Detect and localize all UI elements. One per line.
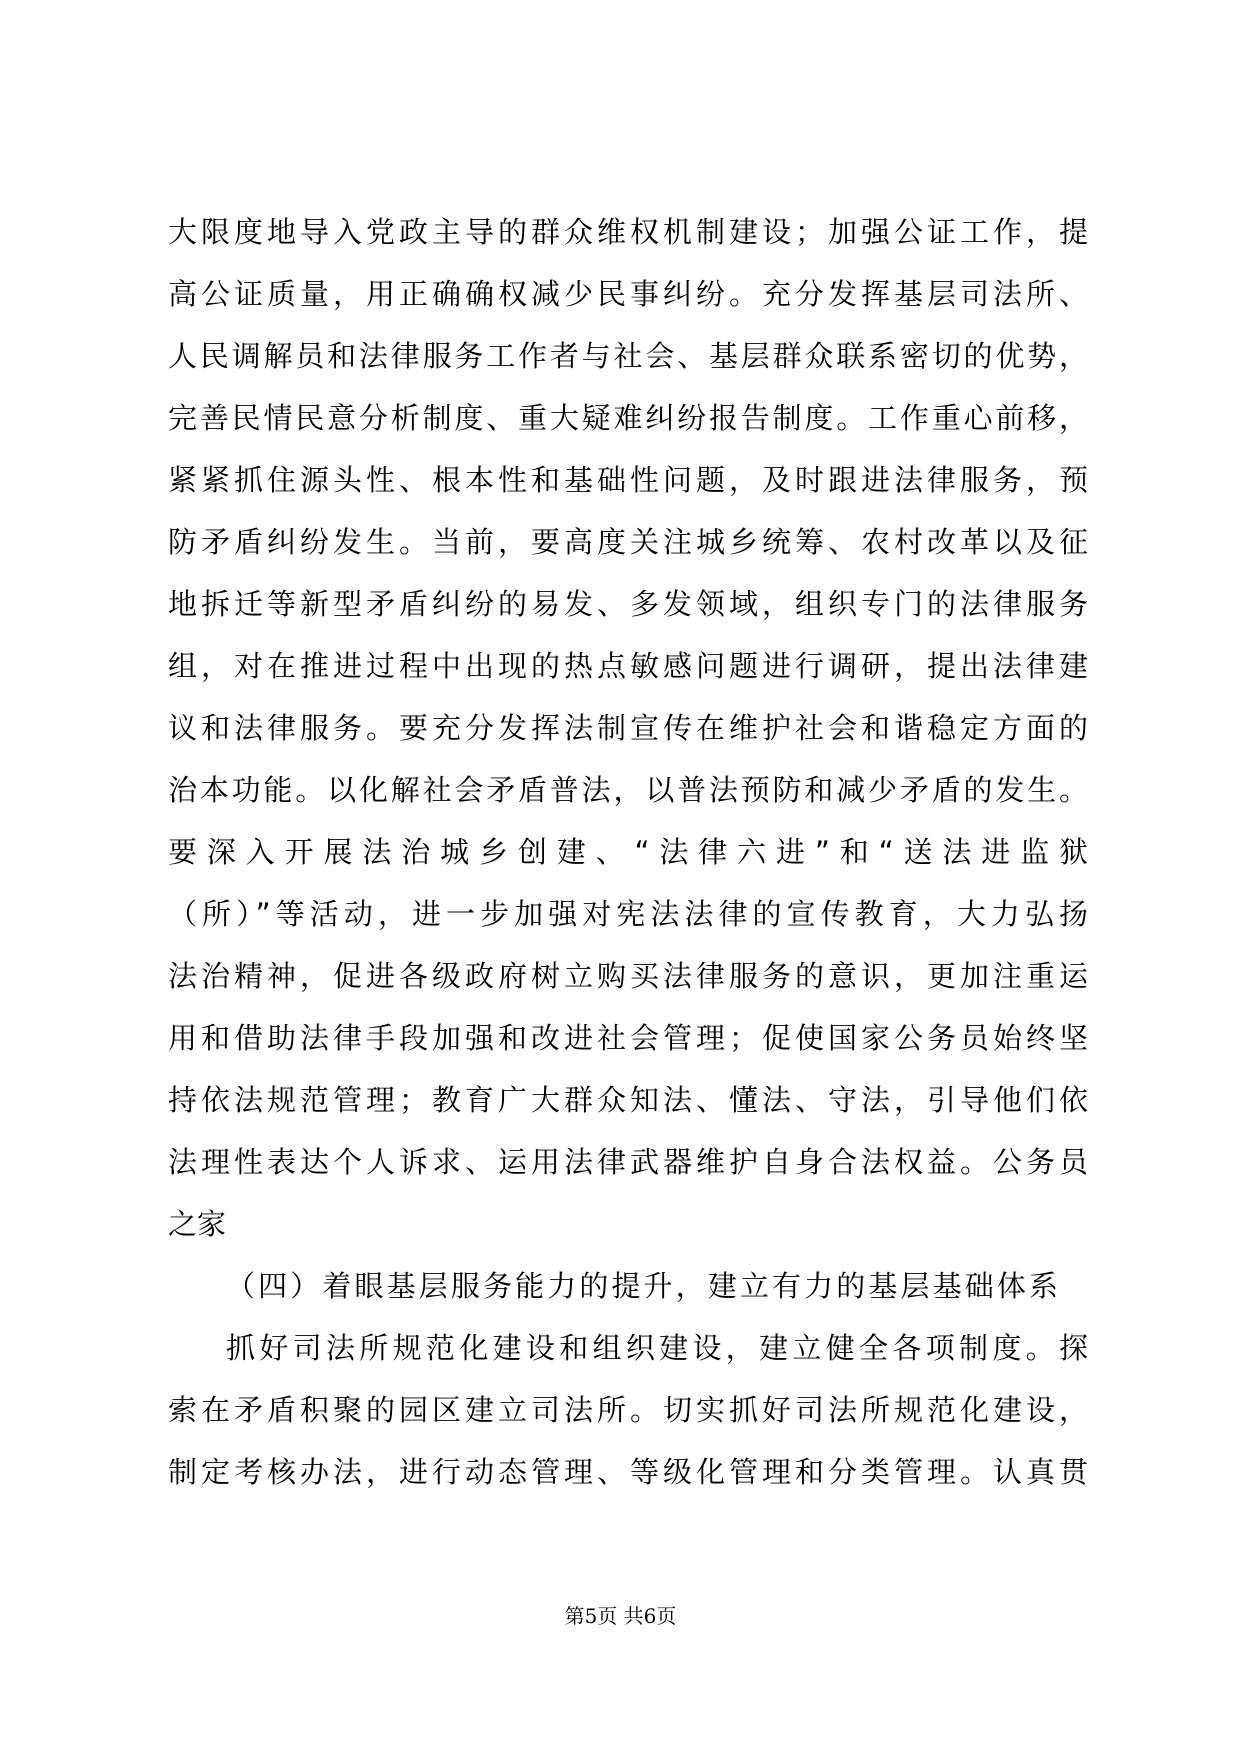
- body-line: 法治精神，促进各级政府树立购买法律服务的意识，更加注重运: [168, 959, 1088, 993]
- body-line: 抓好司法所规范化建设和组织建设，建立健全各项制度。探: [226, 1331, 1088, 1365]
- body-line: 地拆迁等新型矛盾纠纷的易发、多发领域，组织专门的法律服务: [168, 587, 1088, 621]
- body-line: 高公证质量，用正确确权减少民事纠纷。充分发挥基层司法所、: [168, 277, 1088, 311]
- body-line: 持依法规范管理；教育广大群众知法、懂法、守法，引导他们依: [168, 1083, 1088, 1117]
- body-line: 索在矛盾积聚的园区建立司法所。切实抓好司法所规范化建设，: [168, 1393, 1088, 1427]
- body-line: 人民调解员和法律服务工作者与社会、基层群众联系密切的优势，: [168, 339, 1088, 373]
- body-line: 用和借助法律手段加强和改进社会管理；促使国家公务员始终坚: [168, 1021, 1088, 1055]
- body-line: 之家: [168, 1207, 227, 1241]
- section-heading: （四）着眼基层服务能力的提升，建立有力的基层基础体系: [226, 1269, 1058, 1303]
- body-line: 要深入开展法治城乡创建、“法律六进”和“送法进监狱: [168, 835, 1088, 869]
- body-line: 治本功能。以化解社会矛盾普法，以普法预防和减少矛盾的发生。: [168, 773, 1088, 807]
- page-number-footer: 第5页 共6页: [564, 1604, 677, 1628]
- body-line: 制定考核办法，进行动态管理、等级化管理和分类管理。认真贯: [168, 1455, 1088, 1489]
- body-line: 防矛盾纠纷发生。当前，要高度关注城乡统筹、农村改革以及征: [168, 525, 1088, 559]
- body-line: 议和法律服务。要充分发挥法制宣传在维护社会和谐稳定方面的: [168, 711, 1088, 745]
- body-line: 紧紧抓住源头性、根本性和基础性问题，及时跟进法律服务，预: [168, 463, 1088, 497]
- body-line: 大限度地导入党政主导的群众维权机制建设；加强公证工作，提: [168, 215, 1088, 249]
- body-line: 法理性表达个人诉求、运用法律武器维护自身合法权益。公务员: [168, 1145, 1088, 1179]
- body-line: 组，对在推进过程中出现的热点敏感问题进行调研，提出法律建: [168, 649, 1088, 683]
- body-line: （所）”等活动，进一步加强对宪法法律的宣传教育，大力弘扬: [168, 897, 1088, 931]
- body-line: 完善民情民意分析制度、重大疑难纠纷报告制度。工作重心前移，: [168, 401, 1088, 435]
